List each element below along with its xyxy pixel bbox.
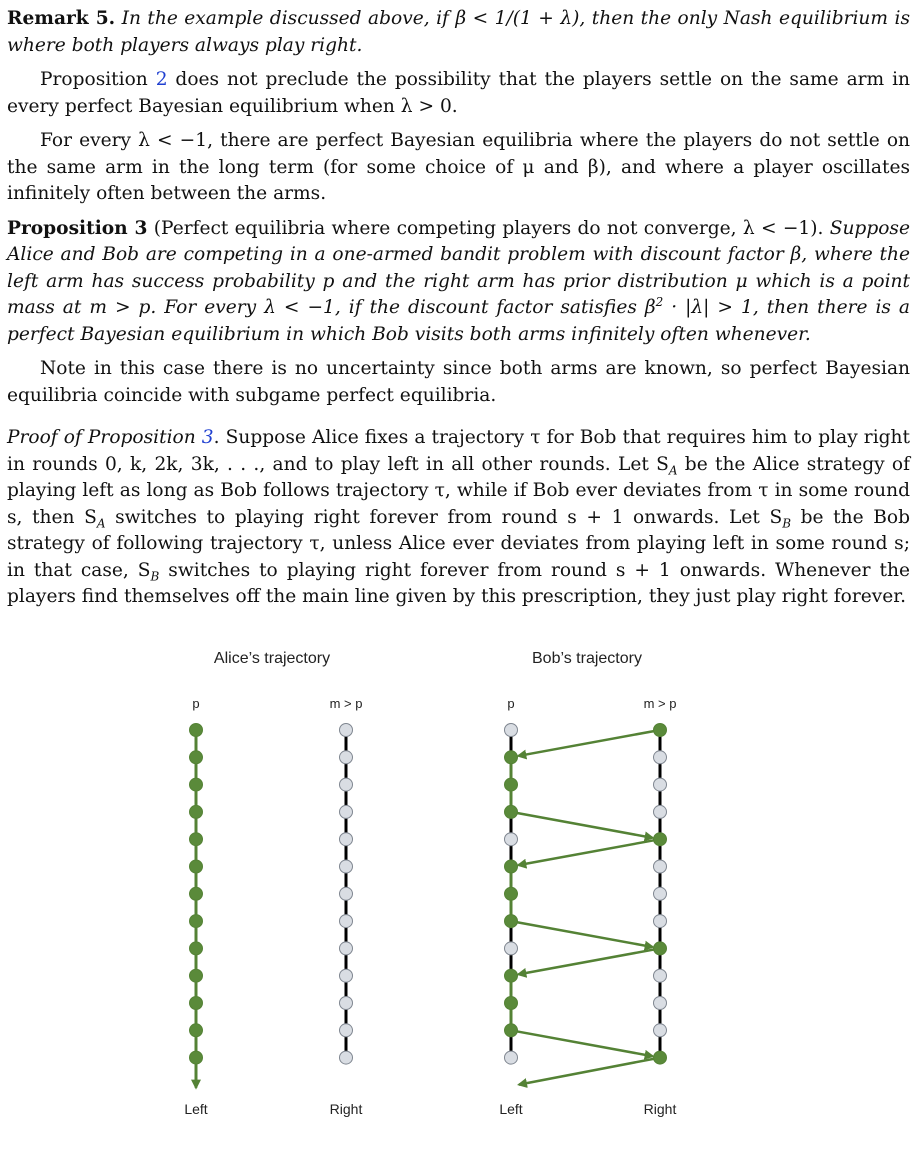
bob-left-node <box>505 724 518 737</box>
alice-right-node <box>340 942 353 955</box>
proof-sub-a: A <box>668 463 678 478</box>
bob-left-node <box>505 778 518 791</box>
alice-left-node <box>190 1051 203 1064</box>
bob-right-node <box>654 860 667 873</box>
trajectory-figure <box>0 640 916 1140</box>
bob-right-node <box>654 724 667 737</box>
alice-left-node <box>190 997 203 1010</box>
bob-left-node <box>505 833 518 846</box>
paragraph-3 <box>7 356 910 409</box>
alice-left-node <box>190 860 203 873</box>
bob-right-node <box>654 915 667 928</box>
proposition-label: Proposition 3 <box>7 217 148 239</box>
proposition-exponent: 2 <box>655 294 664 309</box>
bob-right-node <box>654 751 667 764</box>
proof-s3: switches to playing right forever from round s + 1 onwards. Let S <box>105 506 783 528</box>
proposition-statement-b: · |λ| > 1, then there is a perfect Bayesian equilibrium in which Bob visits both arms infinitely often whenever. <box>7 297 911 345</box>
alice-left-node <box>190 724 203 737</box>
alice-right-node <box>340 833 353 846</box>
bob-left-node <box>505 805 518 818</box>
remark-5 <box>7 6 910 59</box>
bob-trajectory-title: Bob’s trajectory <box>532 650 642 667</box>
bob-left-node <box>505 860 518 873</box>
bob-left-node <box>505 997 518 1010</box>
alice-left-node <box>190 805 203 818</box>
alice-left-node <box>190 1024 203 1037</box>
paragraph-1-post: does not preclude the possibility that the players settle on the same arm in every perfect Bayesian equilibrium when λ > 0. <box>7 69 911 117</box>
alice-right-node <box>340 860 353 873</box>
bob-left-arm-label: p <box>507 696 515 711</box>
round-nodes <box>190 724 667 1065</box>
bob-right-label: Right <box>643 1101 677 1117</box>
bob-switch-arrow <box>511 921 653 947</box>
paragraph-1-pre: Proposition <box>40 69 156 90</box>
proposition-2-link[interactable]: 2 <box>155 69 168 90</box>
bob-switch-arrow <box>518 730 660 756</box>
alice-left-node <box>190 778 203 791</box>
alice-right-node <box>340 1024 353 1037</box>
paragraph-1 <box>7 67 910 120</box>
bob-left-node <box>505 887 518 900</box>
bob-right-node <box>654 1051 667 1064</box>
remark-text: In the example discussed above, if β < 1/(1 + λ), then the only Nash equilibrium is where both players always play right. <box>7 8 910 56</box>
proposition-title: (Perfect equilibria where competing players do not converge, λ < −1). <box>153 217 824 239</box>
bob-right-node <box>654 969 667 982</box>
bob-left-node <box>505 1051 518 1064</box>
alice-right-node <box>340 915 353 928</box>
proposition-statement-a: Suppose Alice and Bob are competing in a one-armed bandit problem with discount factor β, where the left arm has success probability p and the right arm has prior distribution μ which is a point mass at m > p. For every λ < −1, if the discount factor satisfies β <box>7 217 910 318</box>
alice-right-node <box>340 805 353 818</box>
proof-sub-b: B <box>782 516 792 531</box>
bob-moves <box>511 730 660 1085</box>
bob-left-node <box>505 969 518 982</box>
alice-left-node <box>190 915 203 928</box>
proof-s5: switches to playing right forever from round s + 1 onwards. Whenever the players find themselves off the main line given by this prescription, they just play right forever. <box>7 559 910 607</box>
bob-right-node <box>654 778 667 791</box>
bob-switch-arrow <box>511 812 653 838</box>
bob-switch-arrow <box>518 839 660 865</box>
alice-right-node <box>340 1051 353 1064</box>
bob-left-node <box>505 915 518 928</box>
alice-right-node <box>340 751 353 764</box>
bob-right-node <box>654 887 667 900</box>
bob-switch-arrow <box>511 1030 653 1056</box>
proof-sub-b2: B <box>150 569 160 584</box>
bob-right-node <box>654 805 667 818</box>
alice-trajectory-title: Alice’s trajectory <box>213 650 331 667</box>
alice-left-node <box>190 969 203 982</box>
bob-switch-arrow <box>518 948 660 974</box>
alice-left-arm-label: p <box>192 696 200 711</box>
proof-s2: be the Alice strategy of playing left as long as Bob follows trajectory τ, while if Bob ever deviates from τ in some round s, then S <box>7 453 910 528</box>
proof <box>7 425 910 611</box>
proof-s4: be the Bob strategy of following trajectory τ, unless Alice ever deviates from playing left in some round s; in that case, S <box>7 506 910 581</box>
bob-right-node <box>654 997 667 1010</box>
bob-left-node <box>505 751 518 764</box>
alice-left-node <box>190 942 203 955</box>
alice-right-node <box>340 887 353 900</box>
paper-page <box>7 6 910 611</box>
bob-switch-arrow <box>519 1058 660 1085</box>
bob-right-node <box>654 833 667 846</box>
remark-label: Remark 5. <box>7 8 116 29</box>
bob-left-node <box>505 1024 518 1037</box>
alice-right-node <box>340 724 353 737</box>
alice-left-node <box>190 887 203 900</box>
bob-right-node <box>654 1024 667 1037</box>
alice-right-node <box>340 997 353 1010</box>
paragraph-3-text: Note in this case there is no uncertainty since both arms are known, so perfect Bayesian equilibria coincide with subgame perfect equilibria. <box>7 358 910 406</box>
arm-lines <box>196 730 660 1088</box>
bob-left-label: Left <box>499 1101 523 1117</box>
alice-left-label: Left <box>184 1101 208 1117</box>
alice-right-arm-label: m > p <box>329 696 363 711</box>
proof-sub-a2: A <box>96 516 106 531</box>
alice-right-label: Right <box>329 1101 363 1117</box>
alice-right-node <box>340 969 353 982</box>
paragraph-2-text: For every λ < −1, there are perfect Bayesian equilibria where the players do not settle on the same arm in the long term (for some choice of μ and β), and where a player oscillates infinitely often between the arms. <box>7 130 910 204</box>
paragraph-2 <box>7 128 910 208</box>
alice-left-node <box>190 833 203 846</box>
bob-left-node <box>505 942 518 955</box>
proposition-3-link[interactable]: 3 <box>201 427 214 448</box>
bob-right-node <box>654 942 667 955</box>
alice-right-node <box>340 778 353 791</box>
bob-right-arm-label: m > p <box>643 696 677 711</box>
proposition-3 <box>7 216 910 349</box>
proof-label: Proof of Proposition <box>7 427 202 448</box>
alice-left-node <box>190 751 203 764</box>
proof-s1: . Suppose Alice fixes a trajectory τ for Bob that requires him to play right in rounds 0, k, 2k, 3k, . . ., and to play left in all other rounds. Let S <box>7 427 910 475</box>
